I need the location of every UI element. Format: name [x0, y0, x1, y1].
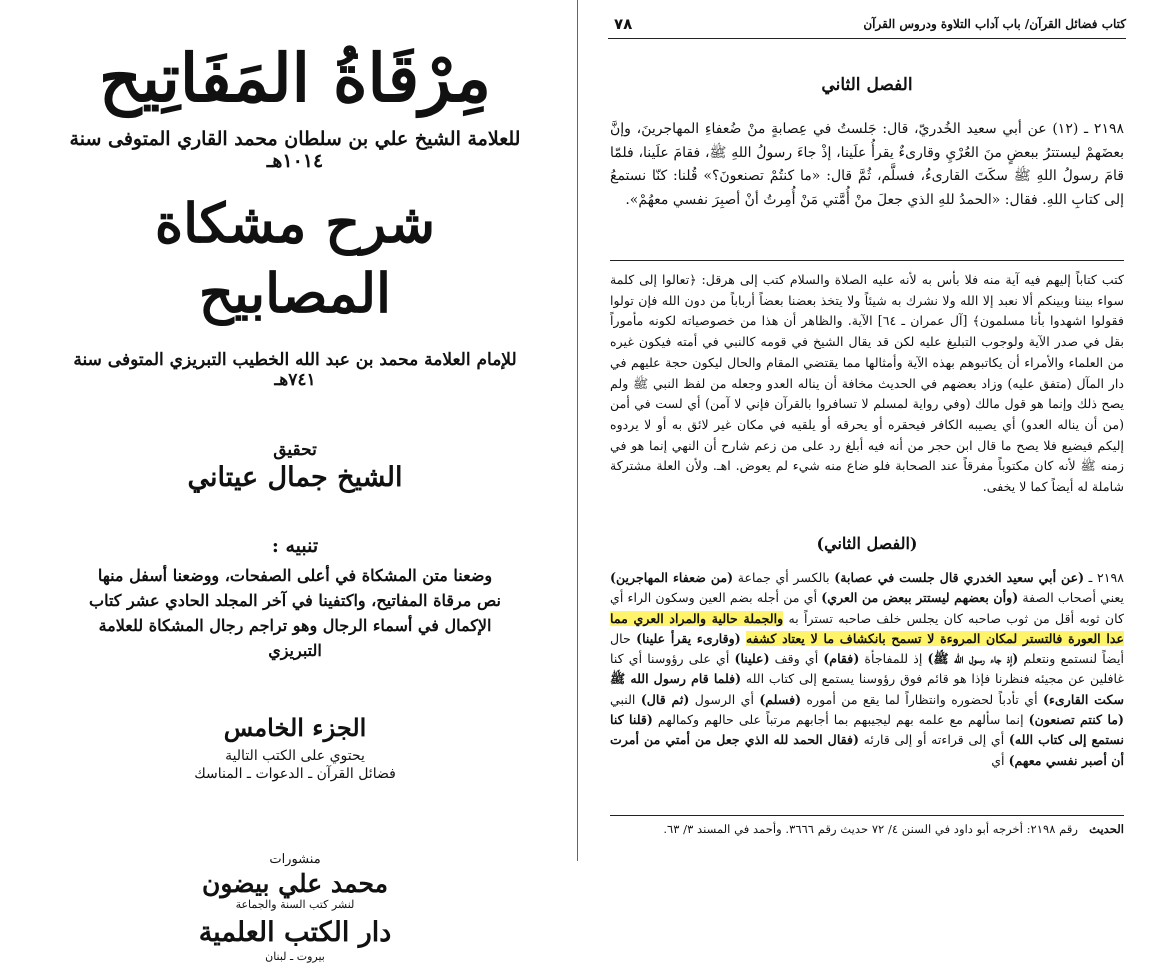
imam-line: للإمام العلامة محمد بن عبد الله الخطيب التبريزي المتوفى سنة ٧٤١هـ	[73, 350, 517, 390]
note-label: تنبيه :	[271, 535, 319, 557]
commentary-text: يعني أصحاب الصفة	[1018, 590, 1124, 606]
editor-name: الشيخ جمال عيتاني	[187, 462, 403, 493]
note-text: وضعنا متن المشكاة في أعلى الصفحات، ووضعنا أسفل منها نص مرقاة المفاتيح، واكتفينا في آخر المجلد الحادي عشر كتاب الإكمال في أسماء الرجال وهو تراجم رجال المشكاة للعلامة التبريزي	[89, 566, 501, 660]
text-page	[578, 0, 1152, 861]
commentary-text: بالكسر أي جماعة	[733, 570, 835, 585]
running-title: كتاب فضائل القرآن/ باب آداب التلاوة ودروس القرآن	[863, 17, 1126, 31]
footnote-divider	[610, 815, 1124, 816]
commentary-quote: (علينا)	[734, 651, 770, 667]
commentary-quote: (ثم قال)	[640, 691, 690, 707]
publisher-city: بيروت ـ لبنان	[265, 950, 325, 963]
commentary-text: أي تأدباً لحضوره وانتظاراً لما يقع من أموره	[801, 691, 1044, 707]
commentary-block-1: كتب كتاباً إليهم فيه آية منه فلا بأس به لأنه عليه الصلاة والسلام كتب إلى هرقل: ﴿تعالوا إلى كلمة سواء بيننا وبينكم ألا نعبد إلا الله ولا نشرك به شيئاً ولا يتخذ بعضنا بعضاً أرباباً من دون الله فإن تولوا فقولوا اشهدوا بأنا مسلمون﴾ [آل عمران ـ ٦٤] الآية. والظاهر أن هذا من خصوصياته لكونه مأموراً بقل في صدر الآية ولوجوب التبليغ عليه لكن قد يقال الشيخ في قومه كالنبي في أمته فيكون غيره من العلماء والأمراء أن يكاتبوهم بهذه الآية وأمثالها مما يقتضي المقام والحال ليكون حجة عليهم في دار المآل (متفق عليه) وزاد بعضهم في الحديث مخافة أن يناله العدو وجعله من لفظ النبي ﷺ ولم يصح ذلك وإنما هو قول مالك (وفي رواية لمسلم لا تسافروا بالقرآن فإني لا آمن) أي لست في أمن (من أن يناله العدو) أي يصيبه الكافر فيحقره أو يحرقه أو يلقيه في مكان غير لائق به أو لا يردوه إليكم فيضيع فلا يصح ما قال ابن حجر من أنه فيه أبلغ رد على من زعم شارح أن النهي إنما هو في زمنه ﷺ لأنه كان مكتوباً مفرقاً عند الصحابة فلو ضاع منه شيء لم يعوض. اهـ. ولأن العلة مشتركة شاملة له أيضاً كما لا يخفى.	[610, 272, 1124, 495]
commentary-text: أي من أجله بضم العين وسكون الراء أي كان ثوبه أقل من ثوب صاحبه كان يجلس خلف صاحبه تستراً به	[610, 590, 1124, 626]
page-header	[608, 16, 1126, 39]
commentary-text: حال أيضاً لنستمع ونتعلم	[610, 630, 1124, 667]
commentary-quote: (قلنا كنا نستمع إلى كتاب الله)	[610, 712, 1124, 748]
contents-line: فضائل القرآن ـ الدعوات ـ المناسك	[194, 766, 396, 782]
highlighted-passage: والجملة حالية والمراد العري مما عدا العورة فالتستر لمكان المروءة لا تسمح بانكشاف ما لا يعتاد كشفه	[610, 610, 1124, 646]
commentary-text: أي وقف	[769, 651, 824, 667]
commentary-text: أي الرسول	[689, 691, 760, 707]
commentary-text: إنما سألهم مع علمه بهم ليجيبهم بما أجابهم مرتباً على حالهم وكمالهم	[652, 712, 1029, 728]
commentary-text: إذ للمفاجأة	[859, 651, 928, 667]
commentary-text: النبي	[610, 691, 641, 707]
section-divider	[610, 260, 1124, 261]
contains-line: يحتوي على الكتب التالية	[225, 748, 365, 764]
title-page-content	[60, 20, 530, 963]
commentary-text: أي إلى قراءته أو إلى قارئه	[859, 732, 1009, 748]
commentary-quote: (فقال الحمد لله الذي جعل من أمتي من أمرت أن أصبر نفسي معهم)	[610, 732, 1124, 768]
commentary-quote: (وأن بعضهم ليستتر ببعض من العري)	[821, 590, 1019, 606]
chapter-title: الفصل الثاني	[821, 75, 913, 95]
commentary-quote: (وقارىء يقرأ علينا)	[636, 630, 741, 646]
page-number: ٧٨	[614, 15, 633, 33]
commentary-text: ٢١٩٨ ـ	[1084, 570, 1124, 585]
book-subtitle: شرح مشكاة المصابيح	[154, 191, 436, 325]
commentary-block-2	[610, 568, 1124, 771]
commentary-text: أي على رؤوسنا أي كنا غافلين عن مجيئه فنظرنا فإذا هو قائم فوق رؤوسنا يستمع إلى كتاب الله	[610, 651, 1124, 687]
footnote-text: رقم ٢١٩٨: أخرجه أبو داود في السنن ٤/ ٧٢ حديث رقم ٣٦٦٦. وأحمد في المسند ٣/ ٦٣.	[663, 822, 1078, 836]
hadith-text: ٢١٩٨ ـ (١٢) عن أبي سعيد الخُدريّ، قال: جَلستُ في عِصابةٍ منْ ضُعفاءِ المهاجرينَ، وإنَّ بعضَهمْ ليستترُ ببعضٍ منَ العُرْيِ وقارىءٌ يقرأُ علَينا، إذْ جاءَ رسولُ اللهِ ﷺ، فقامَ علَينا، فلمّا قامَ رسولُ اللهِ ﷺ سكَتَ القارىءُ، فسلَّم، ثُمَّ قال: «ما كنتُمْ تصنعونَ؟» قُلنا: كنّا نستمعُ إلى كتابِ اللهِ. فقال: «الحمدُ للهِ الذي جعلَ منْ أُمَّتي مَنْ أُمِرتُ أنْ أصبِرَ نفسي معهُمْ».	[610, 121, 1124, 208]
commentary-quote: (فسلم)	[759, 691, 802, 707]
book-main-title: مِرْقَاةُ المَفَاتِيح	[99, 39, 491, 117]
volume-title: الجزء الخامس	[223, 713, 367, 742]
footnote	[608, 821, 1124, 837]
publications-label: منشورات	[269, 852, 321, 867]
commentary-quote: (من ضعفاء المهاجرين)	[610, 570, 734, 585]
publisher-name: محمد علي بيضون	[202, 869, 388, 898]
commentary-text: أي	[991, 752, 1009, 768]
commentary-quote: (فلما قام رسول الله ﷺ سكت القارىء)	[610, 671, 1125, 707]
commentary-quote: (فقام)	[823, 651, 860, 667]
commentary-chapter-title: (الفصل الثاني)	[816, 534, 918, 553]
publisher-note: لنشر كتب السنة والجماعة	[235, 898, 355, 911]
tahqiq-label: تحقيق	[273, 440, 317, 460]
publishing-house: دار الكتب العلمية	[198, 917, 392, 948]
footnote-label: الحديث	[1089, 822, 1124, 836]
author-line: للعلامة الشيخ علي بن سلطان محمد القاري المتوفى سنة ١٠١٤هـ	[69, 128, 521, 172]
commentary-quote: (عن أبي سعيد الخدري قال جلست في عصابة)	[834, 570, 1085, 585]
commentary-quote: (إذ جاء رسول الله ﷺ)	[927, 651, 1019, 667]
commentary-quote: (ما كنتم تصنعون)	[1028, 712, 1124, 728]
